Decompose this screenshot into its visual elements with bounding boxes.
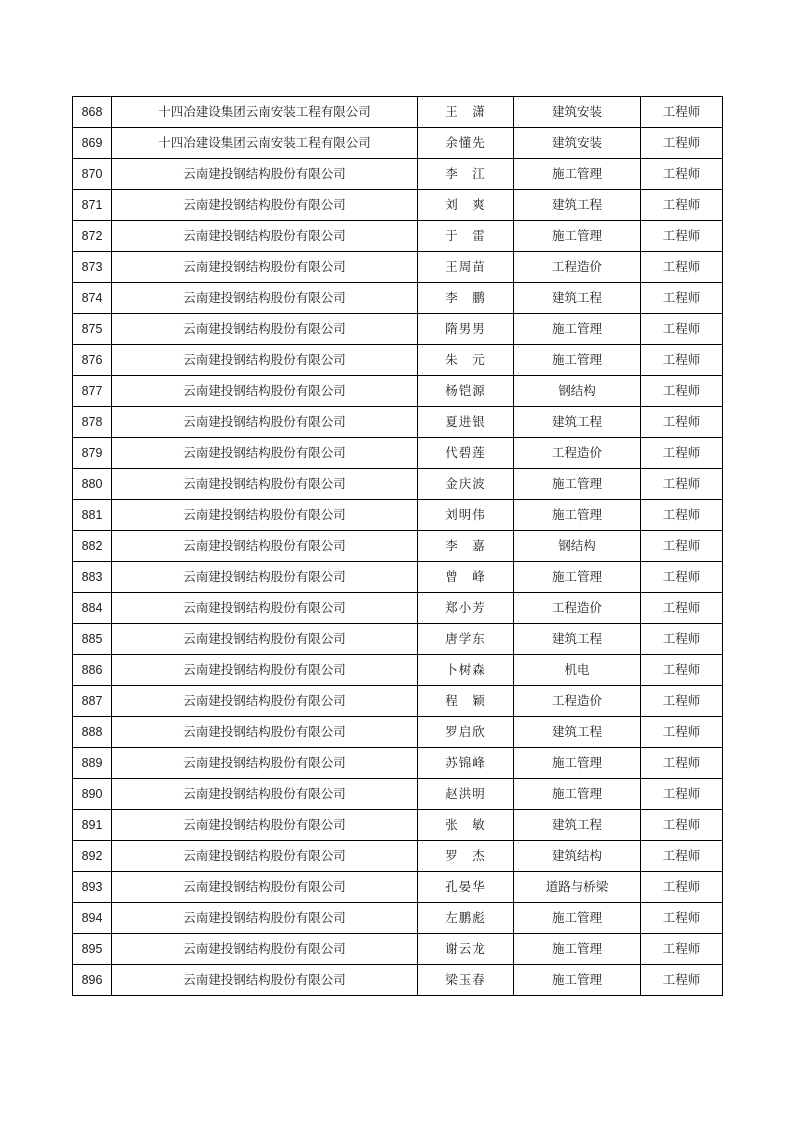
person-name-cell: 卜树森 [418, 655, 514, 686]
company-cell: 云南建投钢结构股份有限公司 [112, 965, 418, 996]
person-name-cell: 金庆波 [418, 469, 514, 500]
row-number-cell: 884 [73, 593, 112, 624]
title-cell: 工程师 [641, 314, 723, 345]
table-row [73, 128, 723, 159]
table-row [73, 376, 723, 407]
row-number-cell: 885 [73, 624, 112, 655]
title-cell: 工程师 [641, 717, 723, 748]
company-cell: 云南建投钢结构股份有限公司 [112, 283, 418, 314]
table-row [73, 686, 723, 717]
company-cell: 云南建投钢结构股份有限公司 [112, 500, 418, 531]
specialty-cell: 施工管理 [514, 903, 641, 934]
person-name-cell: 代碧莲 [418, 438, 514, 469]
row-number-cell: 875 [73, 314, 112, 345]
person-name-cell: 朱 元 [418, 345, 514, 376]
person-name-cell: 梁玉春 [418, 965, 514, 996]
person-name-cell: 杨铠源 [418, 376, 514, 407]
row-number-cell: 893 [73, 872, 112, 903]
title-cell: 工程师 [641, 221, 723, 252]
row-number-cell: 870 [73, 159, 112, 190]
specialty-cell: 施工管理 [514, 345, 641, 376]
title-cell: 工程师 [641, 345, 723, 376]
row-number-cell: 883 [73, 562, 112, 593]
row-number-cell: 871 [73, 190, 112, 221]
specialty-cell: 施工管理 [514, 562, 641, 593]
title-cell: 工程师 [641, 965, 723, 996]
person-name-cell: 罗 杰 [418, 841, 514, 872]
company-cell: 十四冶建设集团云南安装工程有限公司 [112, 128, 418, 159]
title-cell: 工程师 [641, 97, 723, 128]
title-cell: 工程师 [641, 624, 723, 655]
title-cell: 工程师 [641, 500, 723, 531]
person-name-cell: 苏锦峰 [418, 748, 514, 779]
specialty-cell: 施工管理 [514, 159, 641, 190]
row-number-cell: 886 [73, 655, 112, 686]
person-name-cell: 程 颖 [418, 686, 514, 717]
title-cell: 工程师 [641, 748, 723, 779]
company-cell: 云南建投钢结构股份有限公司 [112, 934, 418, 965]
specialty-cell: 工程造价 [514, 593, 641, 624]
title-cell: 工程师 [641, 190, 723, 221]
specialty-cell: 道路与桥梁 [514, 872, 641, 903]
title-cell: 工程师 [641, 934, 723, 965]
row-number-cell: 879 [73, 438, 112, 469]
person-name-cell: 郑小芳 [418, 593, 514, 624]
specialty-cell: 建筑工程 [514, 190, 641, 221]
company-cell: 云南建投钢结构股份有限公司 [112, 841, 418, 872]
row-number-cell: 896 [73, 965, 112, 996]
title-cell: 工程师 [641, 128, 723, 159]
title-cell: 工程师 [641, 438, 723, 469]
table-row [73, 562, 723, 593]
title-cell: 工程师 [641, 159, 723, 190]
table-row [73, 221, 723, 252]
specialty-cell: 建筑安装 [514, 97, 641, 128]
title-cell: 工程师 [641, 283, 723, 314]
title-cell: 工程师 [641, 686, 723, 717]
table-row [73, 748, 723, 779]
person-name-cell: 刘明伟 [418, 500, 514, 531]
title-cell: 工程师 [641, 252, 723, 283]
table-row [73, 252, 723, 283]
row-number-cell: 868 [73, 97, 112, 128]
table-row [73, 872, 723, 903]
company-cell: 云南建投钢结构股份有限公司 [112, 779, 418, 810]
specialty-cell: 施工管理 [514, 779, 641, 810]
specialty-cell: 施工管理 [514, 748, 641, 779]
row-number-cell: 889 [73, 748, 112, 779]
table-row [73, 810, 723, 841]
company-cell: 云南建投钢结构股份有限公司 [112, 376, 418, 407]
company-cell: 云南建投钢结构股份有限公司 [112, 314, 418, 345]
row-number-cell: 878 [73, 407, 112, 438]
person-name-cell: 李 嘉 [418, 531, 514, 562]
person-name-cell: 李 江 [418, 159, 514, 190]
title-cell: 工程师 [641, 469, 723, 500]
row-number-cell: 874 [73, 283, 112, 314]
person-name-cell: 罗启欣 [418, 717, 514, 748]
company-cell: 云南建投钢结构股份有限公司 [112, 159, 418, 190]
company-cell: 云南建投钢结构股份有限公司 [112, 252, 418, 283]
person-name-cell: 李 鹏 [418, 283, 514, 314]
row-number-cell: 894 [73, 903, 112, 934]
row-number-cell: 895 [73, 934, 112, 965]
row-number-cell: 892 [73, 841, 112, 872]
personnel-table-body [73, 97, 723, 996]
specialty-cell: 施工管理 [514, 221, 641, 252]
title-cell: 工程师 [641, 841, 723, 872]
person-name-cell: 王 潇 [418, 97, 514, 128]
table-row [73, 717, 723, 748]
row-number-cell: 880 [73, 469, 112, 500]
person-name-cell: 于 雷 [418, 221, 514, 252]
specialty-cell: 工程造价 [514, 252, 641, 283]
row-number-cell: 887 [73, 686, 112, 717]
specialty-cell: 钢结构 [514, 376, 641, 407]
specialty-cell: 施工管理 [514, 314, 641, 345]
table-row [73, 345, 723, 376]
company-cell: 云南建投钢结构股份有限公司 [112, 593, 418, 624]
person-name-cell: 谢云龙 [418, 934, 514, 965]
company-cell: 云南建投钢结构股份有限公司 [112, 407, 418, 438]
specialty-cell: 施工管理 [514, 500, 641, 531]
company-cell: 云南建投钢结构股份有限公司 [112, 903, 418, 934]
row-number-cell: 882 [73, 531, 112, 562]
person-name-cell: 孔晏华 [418, 872, 514, 903]
person-name-cell: 刘 爽 [418, 190, 514, 221]
table-row [73, 159, 723, 190]
table-row [73, 903, 723, 934]
company-cell: 云南建投钢结构股份有限公司 [112, 748, 418, 779]
title-cell: 工程师 [641, 407, 723, 438]
table-row [73, 190, 723, 221]
person-name-cell: 隋男男 [418, 314, 514, 345]
personnel-table [72, 96, 723, 996]
table-row [73, 841, 723, 872]
specialty-cell: 建筑工程 [514, 407, 641, 438]
specialty-cell: 建筑工程 [514, 810, 641, 841]
specialty-cell: 工程造价 [514, 686, 641, 717]
person-name-cell: 曾 峰 [418, 562, 514, 593]
specialty-cell: 建筑工程 [514, 283, 641, 314]
row-number-cell: 881 [73, 500, 112, 531]
table-row [73, 624, 723, 655]
table-row [73, 500, 723, 531]
row-number-cell: 888 [73, 717, 112, 748]
title-cell: 工程师 [641, 593, 723, 624]
row-number-cell: 873 [73, 252, 112, 283]
person-name-cell: 张 敏 [418, 810, 514, 841]
row-number-cell: 891 [73, 810, 112, 841]
company-cell: 云南建投钢结构股份有限公司 [112, 531, 418, 562]
table-row [73, 469, 723, 500]
title-cell: 工程师 [641, 810, 723, 841]
title-cell: 工程师 [641, 562, 723, 593]
table-row [73, 283, 723, 314]
specialty-cell: 钢结构 [514, 531, 641, 562]
specialty-cell: 施工管理 [514, 469, 641, 500]
table-row [73, 934, 723, 965]
company-cell: 十四冶建设集团云南安装工程有限公司 [112, 97, 418, 128]
person-name-cell: 余懂先 [418, 128, 514, 159]
company-cell: 云南建投钢结构股份有限公司 [112, 810, 418, 841]
specialty-cell: 建筑工程 [514, 624, 641, 655]
table-row [73, 438, 723, 469]
specialty-cell: 施工管理 [514, 965, 641, 996]
specialty-cell: 机电 [514, 655, 641, 686]
title-cell: 工程师 [641, 779, 723, 810]
table-row [73, 531, 723, 562]
person-name-cell: 唐学东 [418, 624, 514, 655]
table-row [73, 965, 723, 996]
title-cell: 工程师 [641, 903, 723, 934]
title-cell: 工程师 [641, 655, 723, 686]
title-cell: 工程师 [641, 872, 723, 903]
title-cell: 工程师 [641, 531, 723, 562]
company-cell: 云南建投钢结构股份有限公司 [112, 872, 418, 903]
person-name-cell: 王周苗 [418, 252, 514, 283]
company-cell: 云南建投钢结构股份有限公司 [112, 562, 418, 593]
company-cell: 云南建投钢结构股份有限公司 [112, 717, 418, 748]
specialty-cell: 建筑工程 [514, 717, 641, 748]
row-number-cell: 877 [73, 376, 112, 407]
row-number-cell: 876 [73, 345, 112, 376]
title-cell: 工程师 [641, 376, 723, 407]
table-row [73, 593, 723, 624]
table-row [73, 655, 723, 686]
row-number-cell: 869 [73, 128, 112, 159]
specialty-cell: 工程造价 [514, 438, 641, 469]
specialty-cell: 建筑安装 [514, 128, 641, 159]
company-cell: 云南建投钢结构股份有限公司 [112, 438, 418, 469]
person-name-cell: 赵洪明 [418, 779, 514, 810]
specialty-cell: 建筑结构 [514, 841, 641, 872]
company-cell: 云南建投钢结构股份有限公司 [112, 624, 418, 655]
specialty-cell: 施工管理 [514, 934, 641, 965]
company-cell: 云南建投钢结构股份有限公司 [112, 345, 418, 376]
row-number-cell: 890 [73, 779, 112, 810]
person-name-cell: 左鹏彪 [418, 903, 514, 934]
table-row [73, 314, 723, 345]
company-cell: 云南建投钢结构股份有限公司 [112, 221, 418, 252]
table-row [73, 407, 723, 438]
person-name-cell: 夏进银 [418, 407, 514, 438]
table-row [73, 97, 723, 128]
company-cell: 云南建投钢结构股份有限公司 [112, 190, 418, 221]
company-cell: 云南建投钢结构股份有限公司 [112, 469, 418, 500]
company-cell: 云南建投钢结构股份有限公司 [112, 686, 418, 717]
table-row [73, 779, 723, 810]
company-cell: 云南建投钢结构股份有限公司 [112, 655, 418, 686]
row-number-cell: 872 [73, 221, 112, 252]
